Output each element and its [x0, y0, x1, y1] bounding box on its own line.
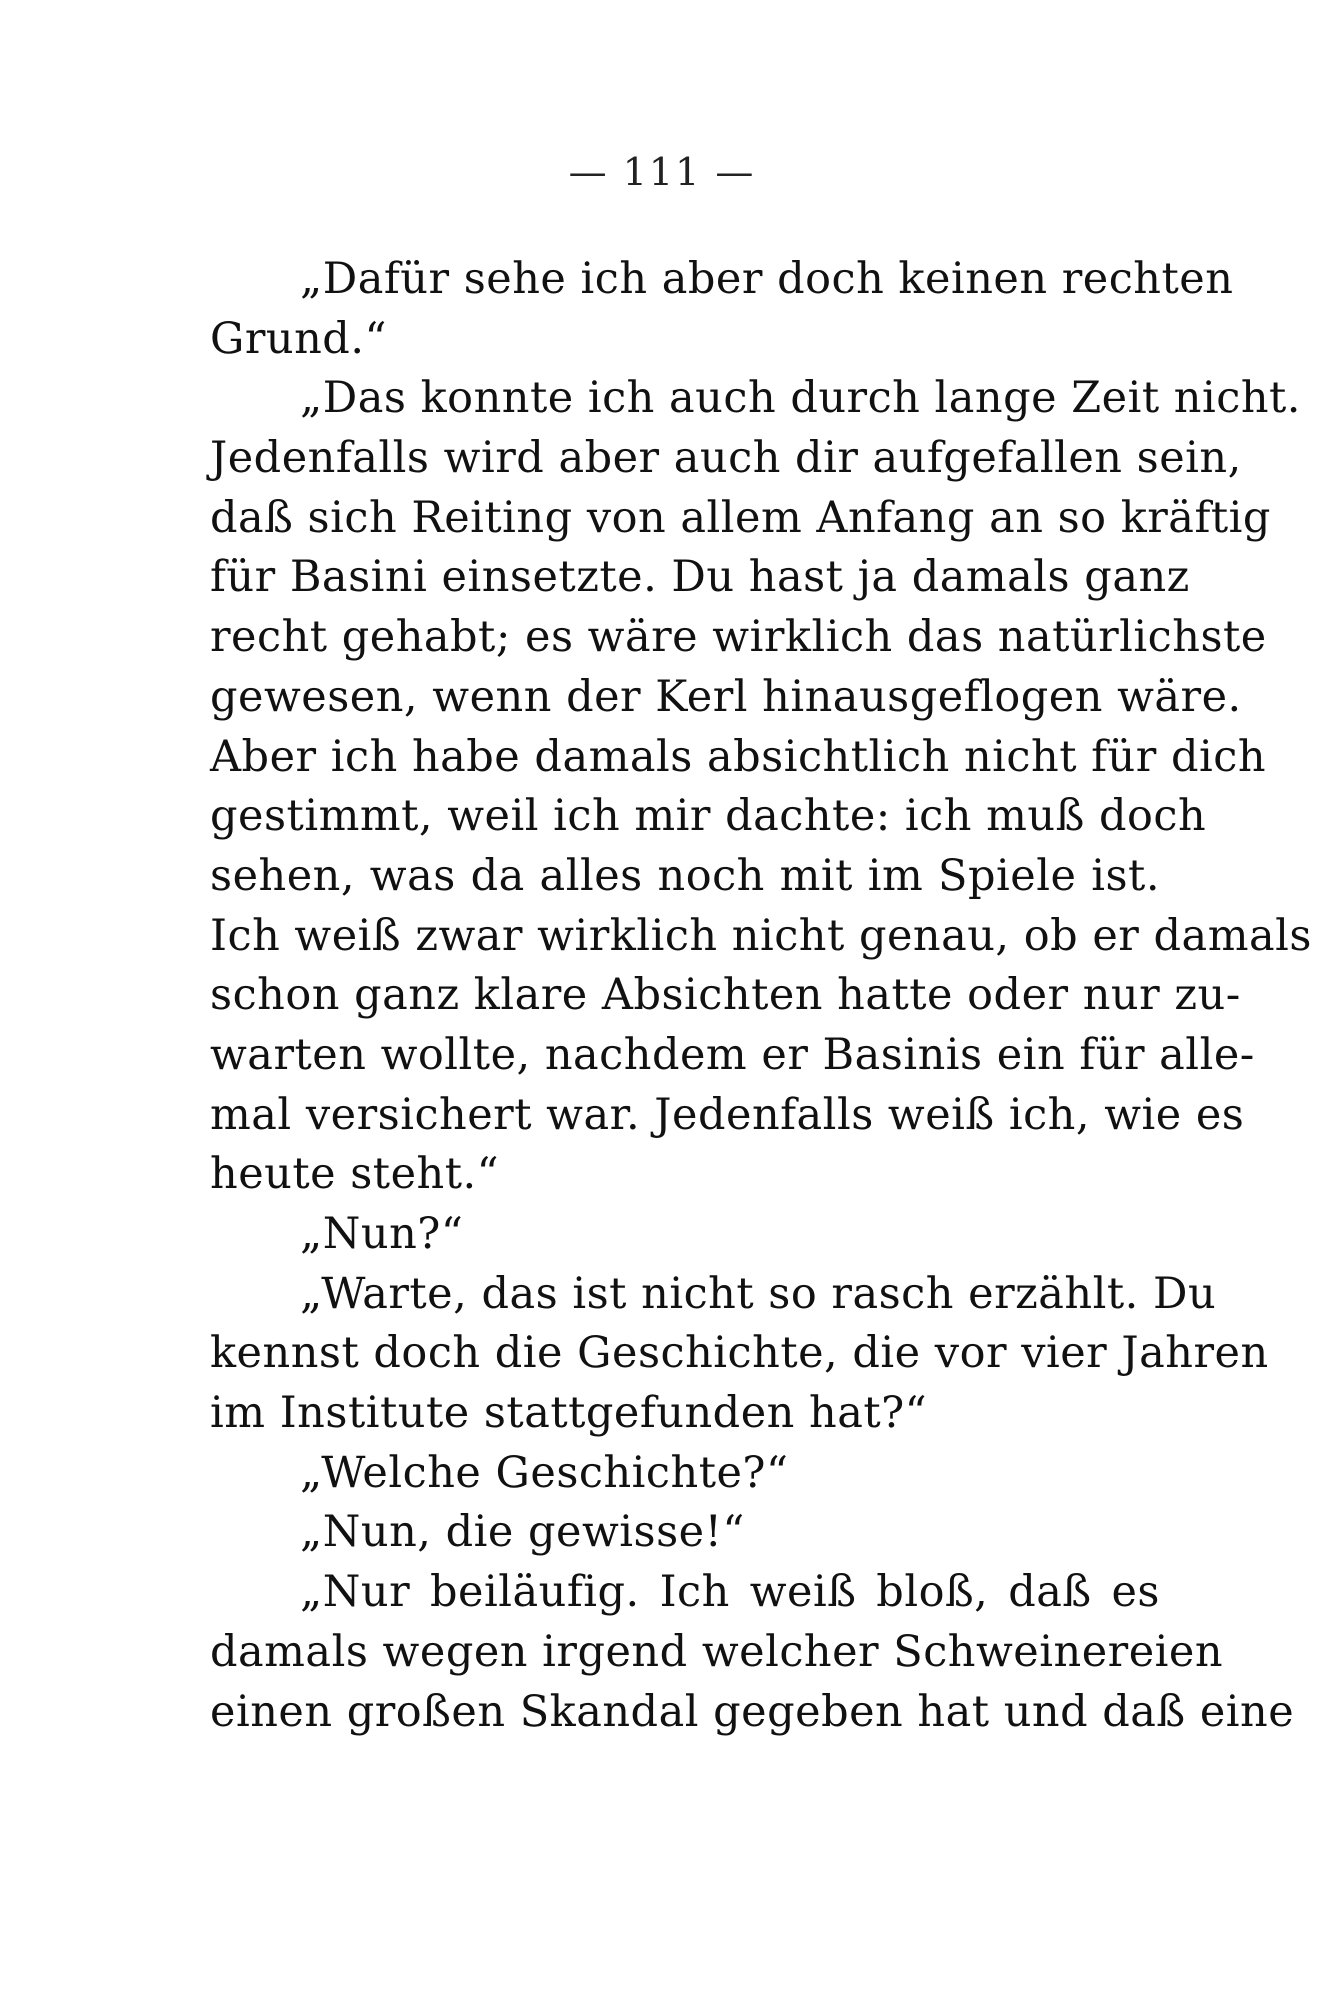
text-line: daß sich Reiting von allem Anfang an so kräftig — [210, 492, 1271, 543]
text-line: im Institute stattgefunden hat?“ — [210, 1388, 928, 1439]
text-line: Ich weiß zwar wirklich nicht genau, ob er damals — [210, 910, 1312, 961]
text-line: „Dafür sehe ich aber doch keinen rechten — [300, 254, 1234, 304]
text-line: schon ganz klare Absichten hatte oder nur zu- — [210, 970, 1241, 1021]
text-line: sehen, was da alles noch mit im Spiele ist. — [210, 850, 1160, 901]
body-text — [210, 250, 1312, 1742]
text-line: „Nun, die gewisse!“ — [300, 1507, 745, 1558]
paragraph — [210, 1205, 1160, 1265]
text-line: für Basini einsetzte. Du hast ja damals ganz — [210, 552, 1190, 603]
text-line: mal versichert war. Jedenfalls weiß ich, wie es — [210, 1089, 1245, 1140]
text-line: „Nun?“ — [300, 1209, 464, 1259]
text-line: „Das konnte ich auch durch lange Zeit nicht. — [300, 373, 1301, 424]
paragraph — [210, 250, 1234, 369]
text-line: warten wollte, nachdem er Basinis ein für alle- — [210, 1029, 1255, 1080]
paragraph — [210, 1444, 1160, 1504]
paragraph — [210, 1563, 1295, 1742]
text-line: „Welche Geschichte?“ — [300, 1447, 789, 1498]
paragraph — [210, 1265, 1269, 1444]
text-line: damals wegen irgend welcher Schweinereien — [210, 1626, 1224, 1677]
text-line: gewesen, wenn der Kerl hinausgeflogen wäre. — [210, 671, 1242, 722]
text-line: Grund.“ — [210, 313, 387, 364]
paragraph — [210, 369, 1312, 1205]
text-line: kennst doch die Geschichte, die vor vier Jahren — [210, 1328, 1269, 1379]
text-line: „Nur beiläufig. Ich weiß bloß, daß es — [300, 1567, 1160, 1618]
text-line: „Warte, das ist nicht so rasch erzählt. Du — [300, 1268, 1217, 1319]
text-line: gestimmt, weil ich mir dachte: ich muß doch — [210, 791, 1207, 842]
text-line: Jedenfalls wird aber auch dir aufgefallen sein, — [210, 433, 1242, 484]
text-line: recht gehabt; es wäre wirklich das natürlichste — [210, 612, 1267, 663]
page-number: — 111 — — [568, 150, 756, 194]
text-line: einen großen Skandal gegeben hat und daß eine — [210, 1686, 1295, 1737]
text-line: heute steht.“ — [210, 1149, 500, 1200]
text-line: Aber ich habe damals absichtlich nicht für dich — [210, 731, 1267, 782]
paragraph — [210, 1503, 1160, 1563]
